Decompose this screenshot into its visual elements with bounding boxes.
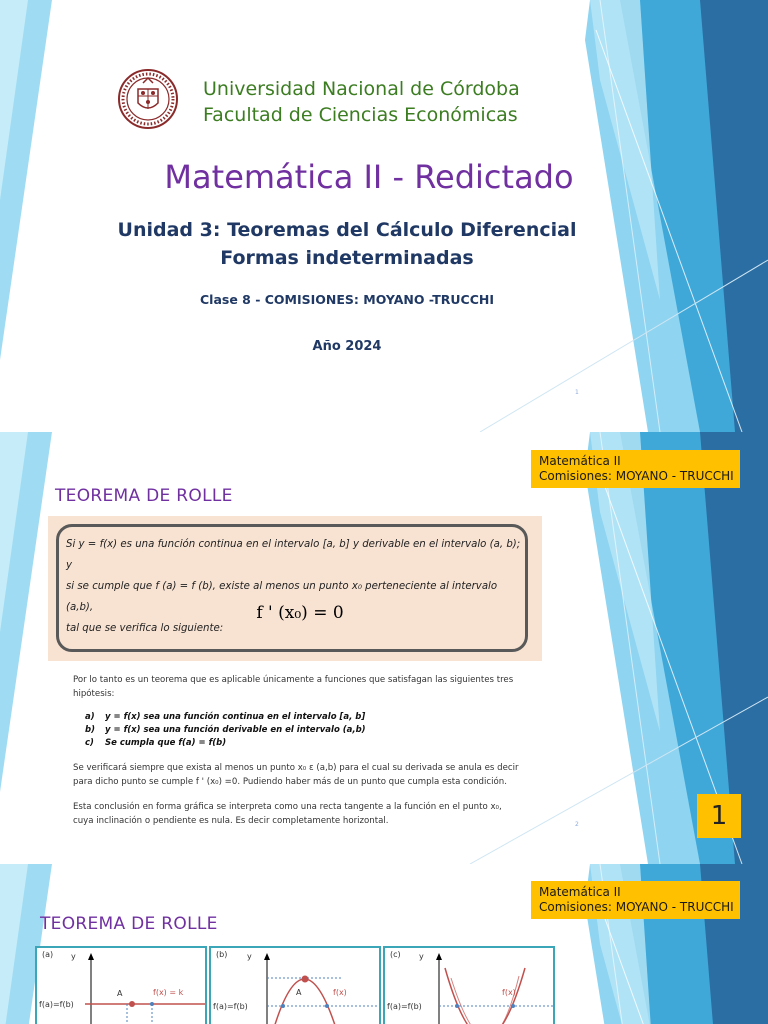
course-tag-line-1: Matemática II xyxy=(539,454,621,468)
graph-b-y-label: y xyxy=(247,952,252,961)
graph-b xyxy=(209,946,381,1024)
hypothesis-c: c) Se cumpla que f(a) = f(b) xyxy=(85,738,227,748)
rolle-theorem-slide xyxy=(0,432,768,864)
intro-paragraph: Por lo tanto es un teorema que es aplicable únicamente a funciones que satisfagan las siguientes tres hipótesis: xyxy=(73,675,514,699)
statement-line-3: tal que se verifica lo siguiente: xyxy=(66,623,224,634)
hypothesis-b: b) y = f(x) sea una función derivable en el intervalo (a,b) xyxy=(85,725,366,735)
unit-line-2: Formas indeterminadas xyxy=(220,247,474,269)
graph-c-func-label: f(x) xyxy=(502,988,516,997)
interpretation-line-2: cuya inclinación o pendiente es nula. Es decir completamente horizontal. xyxy=(73,816,389,826)
graph-b-label: (b) xyxy=(216,950,228,959)
graphic-interpretation-paragraph xyxy=(73,800,543,828)
year-label: Año 2024 xyxy=(312,339,382,354)
theorem-statement xyxy=(66,534,522,639)
university-header xyxy=(203,76,520,128)
graph-a-y-label: y xyxy=(71,952,76,961)
title-slide xyxy=(0,0,768,432)
section-title: TEOREMA DE ROLLE xyxy=(55,486,233,506)
course-tag xyxy=(531,450,740,488)
rolle-graphs-slide xyxy=(0,864,768,1024)
conclusion-line-1: Se verificará siempre que exista al menos un punto x₀ ε (a,b) para el cual su derivada se anula es decir xyxy=(73,763,519,773)
graph-a-label: (a) xyxy=(42,950,54,959)
course-tag-line-2: Comisiones: MOYANO - TRUCCHI xyxy=(539,900,734,914)
rolle-formula: f ' (x₀) = 0 xyxy=(256,603,344,623)
university-seal xyxy=(117,65,179,133)
course-tag-line-1: Matemática II xyxy=(539,885,621,899)
course-tag xyxy=(531,881,740,919)
graph-c-y-label: y xyxy=(419,952,424,961)
unit-line-1: Unidad 3: Teoremas del Cálculo Diferencial xyxy=(117,219,577,241)
conclusion-line-2: para dicho punto se cumple f ' (x₀) =0. Pudiendo haber más de un punto que cumpla esta condición. xyxy=(73,777,507,787)
page-number: 2 xyxy=(575,821,579,828)
graph-b-func-label: f(x) xyxy=(333,988,347,997)
section-title: TEOREMA DE ROLLE xyxy=(40,914,218,934)
hypotheses-list xyxy=(85,711,505,750)
university-name: Universidad Nacional de Córdoba xyxy=(203,78,520,100)
course-title: Matemática II - Redictado xyxy=(164,158,574,196)
class-info: Clase 8 - COMISIONES: MOYANO -TRUCCHI xyxy=(200,292,494,307)
faculty-name: Facultad de Ciencias Económicas xyxy=(203,104,518,126)
graph-b-point-label: A xyxy=(296,988,302,997)
graph-c-label: (c) xyxy=(390,950,401,959)
statement-line-2: si se cumple que f (a) = f (b), existe al menos un punto x₀ perteneciente al intervalo (a,b), xyxy=(66,581,498,613)
graph-c xyxy=(383,946,555,1024)
graph-a xyxy=(35,946,207,1024)
graph-a-func-label: f(x) = k xyxy=(153,988,184,997)
graph-a-point-label: A xyxy=(117,989,123,998)
unit-heading xyxy=(0,216,694,272)
statement-line-1: Si y = f(x) es una función continua en el intervalo [a, b] y derivable en el intervalo (a, b); y xyxy=(66,539,521,571)
slide-number-badge: 1 xyxy=(697,794,741,838)
graph-b-level-label: f(a)=f(b) xyxy=(213,1002,248,1011)
interpretation-line-1: Esta conclusión en forma gráfica se interpreta como una recta tangente a la función en el punto x₀, xyxy=(73,802,502,812)
graph-a-level-label: f(a)=f(b) xyxy=(39,1000,74,1009)
page-number: 1 xyxy=(575,389,579,396)
hypothesis-a: a) y = f(x) sea una función continua en el intervalo [a, b] xyxy=(85,712,366,722)
course-tag-line-2: Comisiones: MOYANO - TRUCCHI xyxy=(539,469,734,483)
conclusion-paragraph xyxy=(73,761,543,789)
graph-c-level-label: f(a)=f(b) xyxy=(387,1002,422,1011)
